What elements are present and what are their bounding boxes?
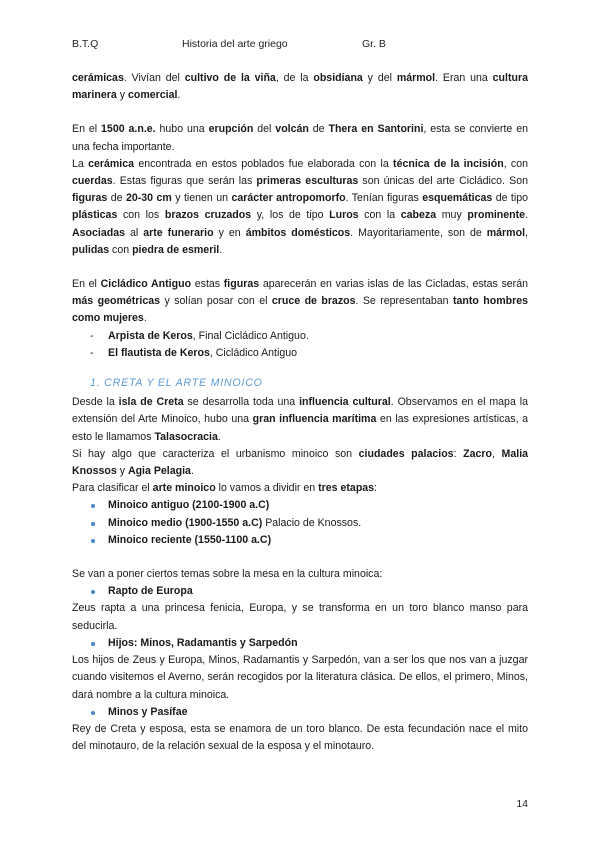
bold-text: volcán	[275, 123, 309, 136]
bold-text: Cicládico Antiguo	[100, 278, 192, 291]
bold-text: Rapto de Europa	[108, 585, 193, 598]
text-run: y tienen un	[171, 192, 232, 205]
bold-text: tanto hombres como mujeres	[72, 295, 528, 325]
bold-text: gran influencia marítima	[252, 413, 377, 426]
bold-text: Agia Pelagia	[127, 465, 191, 478]
text-run: muy	[436, 209, 468, 222]
bold-text: 1500 a.n.e.	[101, 123, 156, 136]
text-run: con los	[117, 209, 165, 222]
bold-text: figuras	[72, 192, 108, 205]
text-run: La	[72, 157, 89, 170]
text-run: Palacio de Knossos.	[262, 516, 362, 529]
paragraph	[72, 721, 528, 755]
text-run: :	[374, 482, 378, 495]
bold-text: erupción	[208, 123, 254, 136]
bold-text: Minoico reciente (1550-1100 a.C)	[108, 533, 272, 546]
bold-text: obsidiana	[313, 72, 363, 84]
text-run: y en	[213, 226, 246, 239]
bold-text: mármol	[486, 226, 526, 239]
text-run: . Tenían figuras	[345, 192, 423, 205]
text-run: y del	[362, 72, 397, 84]
bold-text: influencia cultural	[299, 396, 391, 409]
topic-heading	[72, 635, 528, 652]
text-run: Los hijos de Zeus y Europa, Minos, Radamantis y Sarpedón, van a ser los que nos van a juzgar cuando visitemos el Averno, serán recogidos por la literatura clásica. De ellos, el primero, Minos, dará nombre a la cultura minoica.	[72, 654, 528, 701]
text-run: . Vivían del	[123, 72, 185, 84]
bold-text: piedra de esmeril	[132, 243, 220, 256]
bold-text: mármol	[396, 72, 436, 84]
text-run: con	[109, 243, 133, 256]
text-run: hubo una	[155, 123, 209, 136]
text-run: de	[107, 192, 126, 205]
text-run: al	[125, 226, 144, 239]
bold-text: ámbitos domésticos	[245, 226, 351, 239]
bold-text: cerámicas	[72, 72, 124, 84]
bold-text: comercial	[127, 89, 178, 102]
bold-text: primeras esculturas	[256, 175, 359, 188]
text-run: con la	[358, 209, 401, 222]
bold-text: Minos y Pasífae	[108, 705, 188, 718]
text-run: . Se representaban	[355, 295, 453, 308]
periods-list	[72, 497, 528, 549]
bold-text: ciudades palacios	[358, 447, 454, 460]
header-left: B.T.Q	[72, 38, 99, 50]
text-run: ,	[525, 226, 528, 239]
text-run: , Cicládico Antiguo	[209, 346, 298, 359]
text-run: y, los de tipo	[251, 209, 330, 222]
bold-text: cerámica	[88, 157, 135, 170]
section-heading: 1. CRETA Y EL ARTE MINOICO	[90, 377, 263, 390]
text-run: en las expresiones artísticas, a esto le llamamos	[72, 413, 529, 443]
text-run: se desarrolla toda una	[183, 396, 300, 409]
header-title: Historia del arte griego	[182, 38, 288, 50]
topic-heading	[72, 583, 528, 600]
document-body	[72, 70, 528, 755]
text-run: Rey de Creta y esposa, esta se enamora de un toro blanco. De esta fecundación nace el mito del minotauro, de la relación sexual de la esposa y el minotauro.	[72, 722, 528, 753]
text-run: del	[253, 123, 276, 136]
bold-text: Malia Knossos	[72, 447, 529, 478]
topic-list	[72, 704, 528, 721]
text-run: , con	[503, 157, 529, 170]
page-number: 14	[516, 798, 528, 810]
text-run: Para clasificar el	[72, 482, 153, 495]
text-run: En el	[72, 278, 101, 291]
text-run: En el	[72, 123, 102, 136]
text-run: y	[116, 89, 128, 102]
text-run: son únicas del arte Cicládico. Son	[358, 175, 528, 188]
bold-text: arte minoico	[152, 482, 216, 495]
text-run: .	[143, 312, 147, 325]
bold-text: Talasocracia	[154, 430, 218, 443]
dash-list	[72, 328, 528, 362]
text-run: .	[525, 209, 529, 222]
text-run: estas	[191, 278, 224, 291]
bold-text: brazos cruzados	[164, 209, 252, 222]
text-run: . Observamos en el mapa la extensión del Arte Minoico, hubo una	[72, 396, 528, 426]
text-run: y	[116, 465, 128, 478]
bold-text: El flautista de Keros	[108, 346, 210, 359]
text-run: de tipo	[492, 192, 529, 205]
bold-text: Minoico antiguo (2100-1900 a.C)	[108, 499, 270, 512]
list-item	[72, 345, 528, 362]
bold-text: arte funerario	[143, 226, 214, 239]
topic-list	[72, 635, 528, 652]
bold-text: Minoico medio (1900-1550 a.C)	[108, 516, 263, 529]
bold-text: 20-30 cm	[125, 192, 172, 205]
text-run: ,	[491, 447, 502, 460]
text-run: , Final Cicládico Antiguo.	[192, 329, 309, 342]
text-run: .	[219, 243, 223, 256]
bold-text: Zacro	[463, 447, 492, 460]
paragraph	[72, 652, 528, 704]
text-run: .	[190, 465, 194, 478]
list-item	[72, 532, 528, 549]
bold-text: cultura marinera	[72, 72, 528, 102]
bold-text: cruce de brazos	[271, 295, 356, 308]
list-item	[72, 515, 528, 532]
text-run: , esta se convierte en una fecha importante.	[72, 123, 528, 153]
paragraph	[72, 566, 528, 583]
bold-text: cabeza	[400, 209, 437, 222]
bold-text: cuerdas	[72, 175, 113, 188]
bold-text: Asociadas	[72, 226, 125, 239]
list-item	[72, 497, 528, 514]
paragraph	[72, 276, 528, 328]
text-run: . Mayoritariamente, son de	[350, 226, 487, 239]
text-run: , de la	[275, 72, 314, 84]
topic-list	[72, 583, 528, 600]
paragraph	[72, 121, 528, 155]
bold-text: plásticas	[72, 209, 118, 222]
bold-text: figuras	[223, 278, 260, 291]
list-item	[72, 328, 528, 345]
text-run: Desde la	[72, 396, 119, 409]
bold-text: pulidas	[72, 243, 110, 256]
text-run: Se van a poner ciertos temas sobre la mesa en la cultura minoica:	[72, 568, 383, 581]
text-run: de	[308, 123, 329, 136]
bold-text: isla de Creta	[118, 396, 184, 409]
text-run: encontrada en estos poblados fue elaborada con la	[134, 157, 394, 170]
bold-text: prominente	[467, 209, 526, 222]
paragraph	[72, 600, 528, 634]
text-run: Zeus rapta a una princesa fenicia, Europa, y se transforma en un toro blanco manso para seducirla.	[72, 602, 528, 632]
text-run: aparecerán en varias islas de las Cicladas, estas serán	[259, 278, 528, 291]
bold-text: Thera en Santorini	[328, 123, 424, 136]
bold-text: técnica de la incisión	[393, 157, 504, 170]
bold-text: Luros	[329, 209, 359, 222]
text-run: .	[177, 89, 181, 102]
paragraph	[72, 480, 528, 497]
paragraph	[72, 156, 528, 259]
bold-text: carácter antropomorfo	[231, 192, 346, 205]
text-run: Si hay algo que caracteriza el urbanismo minoico son	[72, 447, 359, 460]
bold-text: cultivo de la viña	[184, 72, 276, 84]
bold-text: Arpista de Keros	[108, 329, 193, 342]
paragraph	[72, 70, 528, 104]
bold-text: esquemáticas	[422, 192, 493, 205]
bold-text: más geométricas	[72, 295, 161, 308]
text-run: lo vamos a dividir en	[215, 482, 319, 495]
header-group: Gr. B	[362, 38, 386, 50]
bold-text: Hijos: Minos, Radamantis y Sarpedón	[108, 636, 298, 649]
paragraph	[72, 446, 528, 480]
topic-heading	[72, 704, 528, 721]
text-run: . Eran una	[435, 72, 493, 84]
text-run: :	[453, 447, 464, 460]
text-run: . Estas figuras que serán las	[112, 175, 257, 188]
text-run: y solían posar con el	[160, 295, 272, 308]
paragraph	[72, 394, 528, 446]
bold-text: tres etapas	[318, 482, 375, 495]
text-run: .	[217, 430, 221, 443]
